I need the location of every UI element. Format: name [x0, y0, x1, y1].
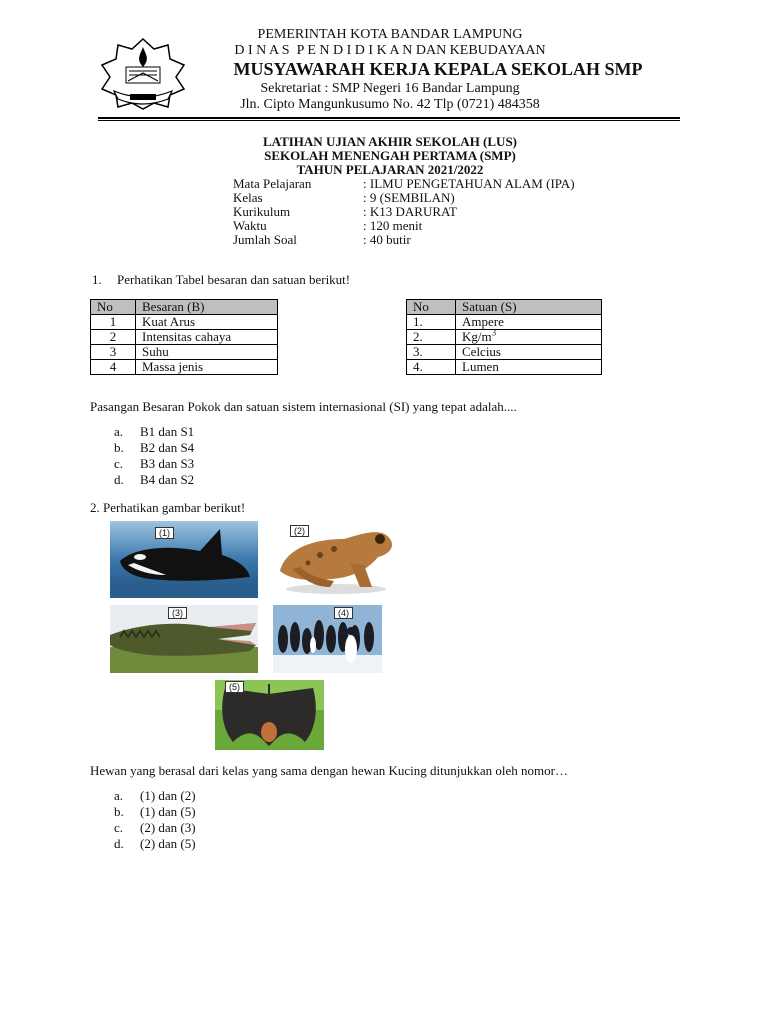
q2-option-c[interactable]: [114, 820, 196, 835]
orca-image: [110, 521, 258, 598]
image-number: 2: [297, 526, 303, 536]
table-row: [407, 315, 602, 330]
table-row: [91, 345, 278, 360]
q2-option-b[interactable]: [114, 804, 196, 819]
table-cell: 3.: [407, 345, 456, 360]
header-department: D I N A S P E N D I D I K A N DAN KEBUDAYAAN: [234, 43, 546, 58]
q1-number: 1.: [92, 272, 102, 287]
table-cell: Lumen: [456, 360, 602, 375]
option-text: (2) dan (5): [140, 836, 196, 851]
header-organization: MUSYAWARAH KERJA KEPALA SEKOLAH SMP: [233, 59, 643, 79]
option-letter: b.: [114, 804, 124, 819]
info-label: Kelas: [233, 190, 263, 205]
info-row: [233, 218, 575, 232]
option-text: B3 dan S3: [140, 456, 195, 471]
option-text: (2) dan (3): [140, 820, 196, 835]
table-cell: 3: [91, 345, 136, 360]
info-row: [233, 176, 575, 190]
option-letter: d.: [114, 472, 124, 487]
table-header-cell: No: [407, 300, 456, 315]
school-crest-logo: [96, 37, 190, 111]
image-label: (3): [168, 607, 187, 619]
info-value: : K13 DARURAT: [363, 204, 457, 219]
option-text: B4 dan S2: [140, 472, 195, 487]
info-value: : 40 butir: [363, 232, 411, 247]
option-letter: b.: [114, 440, 124, 455]
table-header-cell: No: [91, 300, 136, 315]
header-divider: [98, 117, 680, 119]
table-cell: 4: [91, 360, 136, 375]
table-row: [407, 345, 602, 360]
info-label: Kurikulum: [233, 204, 291, 219]
option-text: (1) dan (5): [140, 804, 196, 819]
table-cell: Kuat Arus: [136, 315, 278, 330]
header-address: Jln. Cipto Mangunkusumo No. 42 Tlp (0721) 484358: [240, 97, 540, 112]
exam-year: TAHUN PELAJARAN 2021/2022: [296, 162, 484, 177]
q2-prompt: 2. Perhatikan gambar berikut!: [90, 500, 246, 515]
option-letter: a.: [114, 788, 124, 803]
option-letter: c.: [114, 820, 124, 835]
option-text: B2 dan S4: [140, 440, 195, 455]
table-cell: 4.: [407, 360, 456, 375]
table-cell: 1: [91, 315, 136, 330]
q1-option-b[interactable]: [114, 440, 194, 455]
table-row: [91, 315, 278, 330]
header-divider-thin: [98, 120, 680, 121]
image-number: 3: [175, 608, 181, 618]
table-cell: 2.: [407, 330, 456, 345]
info-value: : 9 (SEMBILAN): [363, 190, 455, 205]
info-value: : 120 menit: [363, 218, 423, 233]
image-label: (1): [155, 527, 174, 539]
option-text: (1) dan (2): [140, 788, 196, 803]
q2-option-a[interactable]: [114, 788, 196, 803]
q1-prompt: Perhatikan Tabel besaran dan satuan berikut!: [117, 272, 351, 287]
image-label: (4): [334, 607, 353, 619]
exam-info: [233, 176, 575, 246]
table-row: [407, 330, 602, 345]
image-number: 5: [232, 682, 238, 692]
exam-school-level: SEKOLAH MENENGAH PERTAMA (SMP): [264, 148, 516, 163]
table-header-cell: Satuan (S): [456, 300, 602, 315]
q1-option-a[interactable]: [114, 424, 194, 439]
info-row: [233, 190, 575, 204]
table-cell: [456, 327, 602, 345]
table-header-row: [91, 300, 278, 315]
header-secretariat: Sekretariat : SMP Negeri 16 Bandar Lampung: [260, 81, 520, 96]
exam-title: LATIHAN UJIAN AKHIR SEKOLAH (LUS): [262, 134, 518, 149]
table-cell: 1.: [407, 315, 456, 330]
q1-option-d[interactable]: [114, 472, 194, 487]
image-label: (2): [290, 525, 309, 537]
table-row: [91, 360, 278, 375]
table-cell: 2: [91, 330, 136, 345]
header-government: PEMERINTAH KOTA BANDAR LAMPUNG: [257, 27, 523, 42]
info-row: [233, 232, 575, 246]
penguins-image: [273, 605, 382, 673]
option-letter: a.: [114, 424, 124, 439]
q1-option-c[interactable]: [114, 456, 194, 471]
table-cell: Intensitas cahaya: [136, 330, 278, 345]
unit-text: Kg/m: [462, 329, 492, 344]
image-number: 4: [341, 608, 347, 618]
info-value: : ILMU PENGETAHUAN ALAM (IPA): [363, 176, 575, 191]
q2-question: Hewan yang berasal dari kelas yang sama dengan hewan Kucing ditunjukkan oleh nomor…: [90, 763, 568, 778]
table-cell: Suhu: [136, 345, 278, 360]
info-label: Mata Pelajaran: [233, 176, 312, 191]
table-cell: Celcius: [456, 345, 602, 360]
unit-superscript: 3: [491, 327, 497, 338]
info-row: [233, 204, 575, 218]
image-number: 1: [162, 528, 168, 538]
info-label: Waktu: [233, 218, 267, 233]
image-label: (5): [225, 681, 244, 693]
info-label: Jumlah Soal: [233, 232, 297, 247]
table-satuan: [406, 299, 602, 375]
option-letter: d.: [114, 836, 124, 851]
table-row: [91, 330, 278, 345]
q1-question: Pasangan Besaran Pokok dan satuan sistem internasional (SI) yang tepat adalah....: [90, 399, 517, 414]
table-cell: Ampere: [456, 315, 602, 330]
table-besaran: [90, 299, 278, 375]
table-cell: Massa jenis: [136, 360, 278, 375]
option-text: B1 dan S1: [140, 424, 195, 439]
table-row: [407, 360, 602, 375]
table-header-row: [407, 300, 602, 315]
q2-option-d[interactable]: [114, 836, 196, 851]
table-header-cell: Besaran (B): [136, 300, 278, 315]
option-letter: c.: [114, 456, 124, 471]
